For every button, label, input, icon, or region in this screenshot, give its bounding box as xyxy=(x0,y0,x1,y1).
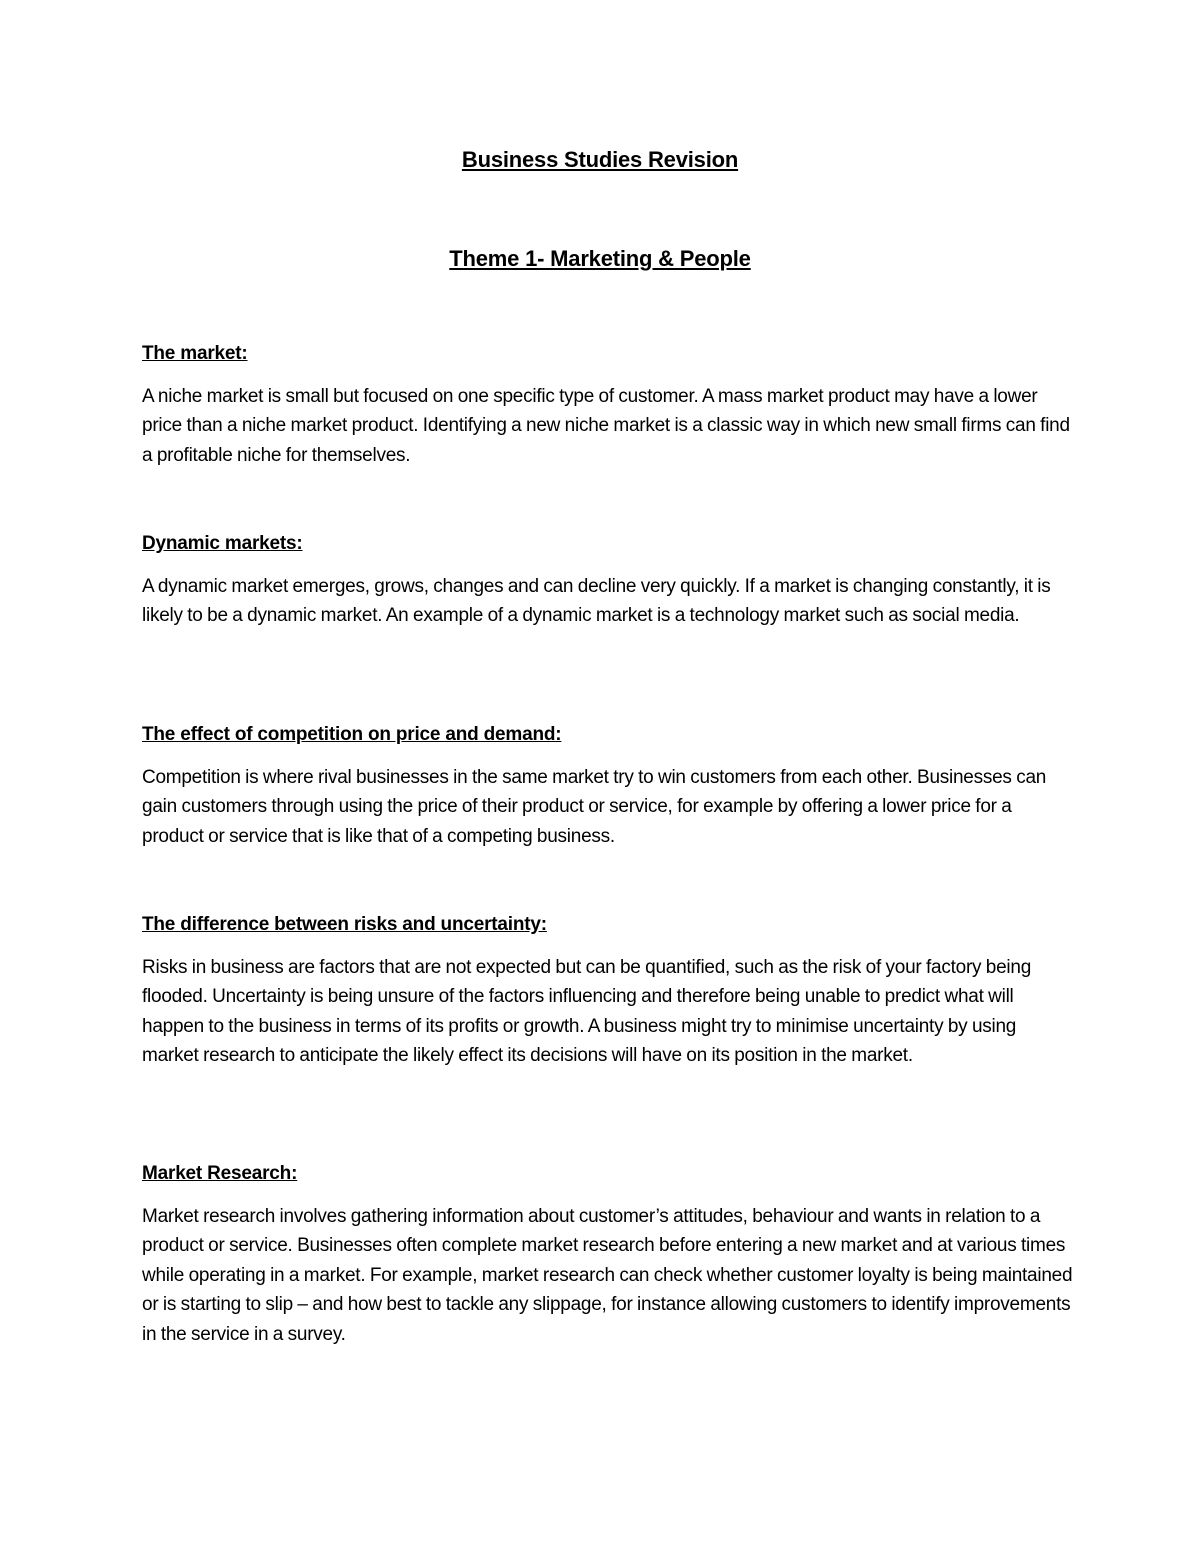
section-body: Market research involves gathering information about customer’s attitudes, behaviour and wants in relation to a product or service. Businesses often complete market research before entering a new market and at various times while operating in a market. For example, market research can check whether customer loyalty is being maintained or is starting to slip – and how best to tackle any slippage, for instance allowing customers to identify improvements in the service in a survey. xyxy=(142,1206,1073,1345)
section-market-research xyxy=(142,1160,1077,1349)
theme-title: Theme 1- Marketing & People xyxy=(449,246,751,271)
section-heading: Market Research: xyxy=(142,1163,298,1184)
document-title: Business Studies Revision xyxy=(461,147,739,172)
section-dynamic-markets xyxy=(142,530,1077,631)
section-competition xyxy=(142,721,1077,851)
section-heading: The market: xyxy=(142,343,248,364)
section-heading: Dynamic markets: xyxy=(142,533,303,554)
section-body: Risks in business are factors that are not expected but can be quantified, such as the risk of your factory being flooded. Uncertainty is being unsure of the factors influencing and therefore being unable to predict what will happen to the business in terms of its profits or growth. A business might try to minimise uncertainty by using market research to anticipate the likely effect its decisions will have on its position in the market. xyxy=(142,957,1032,1067)
section-body: A niche market is small but focused on one specific type of customer. A mass market product may have a lower price than a niche market product. Identifying a new niche market is a classic way in which new small firms can find a profitable niche for themselves. xyxy=(142,386,1070,466)
section-risks-uncertainty xyxy=(142,911,1077,1071)
section-heading: The difference between risks and uncertainty: xyxy=(142,914,547,935)
section-body: A dynamic market emerges, grows, changes and can decline very quickly. If a market is changing constantly, it is likely to be a dynamic market. An example of a dynamic market is a technology market such as social media. xyxy=(142,576,1051,627)
section-heading: The effect of competition on price and demand: xyxy=(142,724,562,745)
section-the-market xyxy=(142,340,1077,470)
section-body: Competition is where rival businesses in the same market try to win customers from each other. Businesses can gain customers through using the price of their product or service, for example by offering a lower price for a product or service that is like that of a competing business. xyxy=(142,767,1047,847)
